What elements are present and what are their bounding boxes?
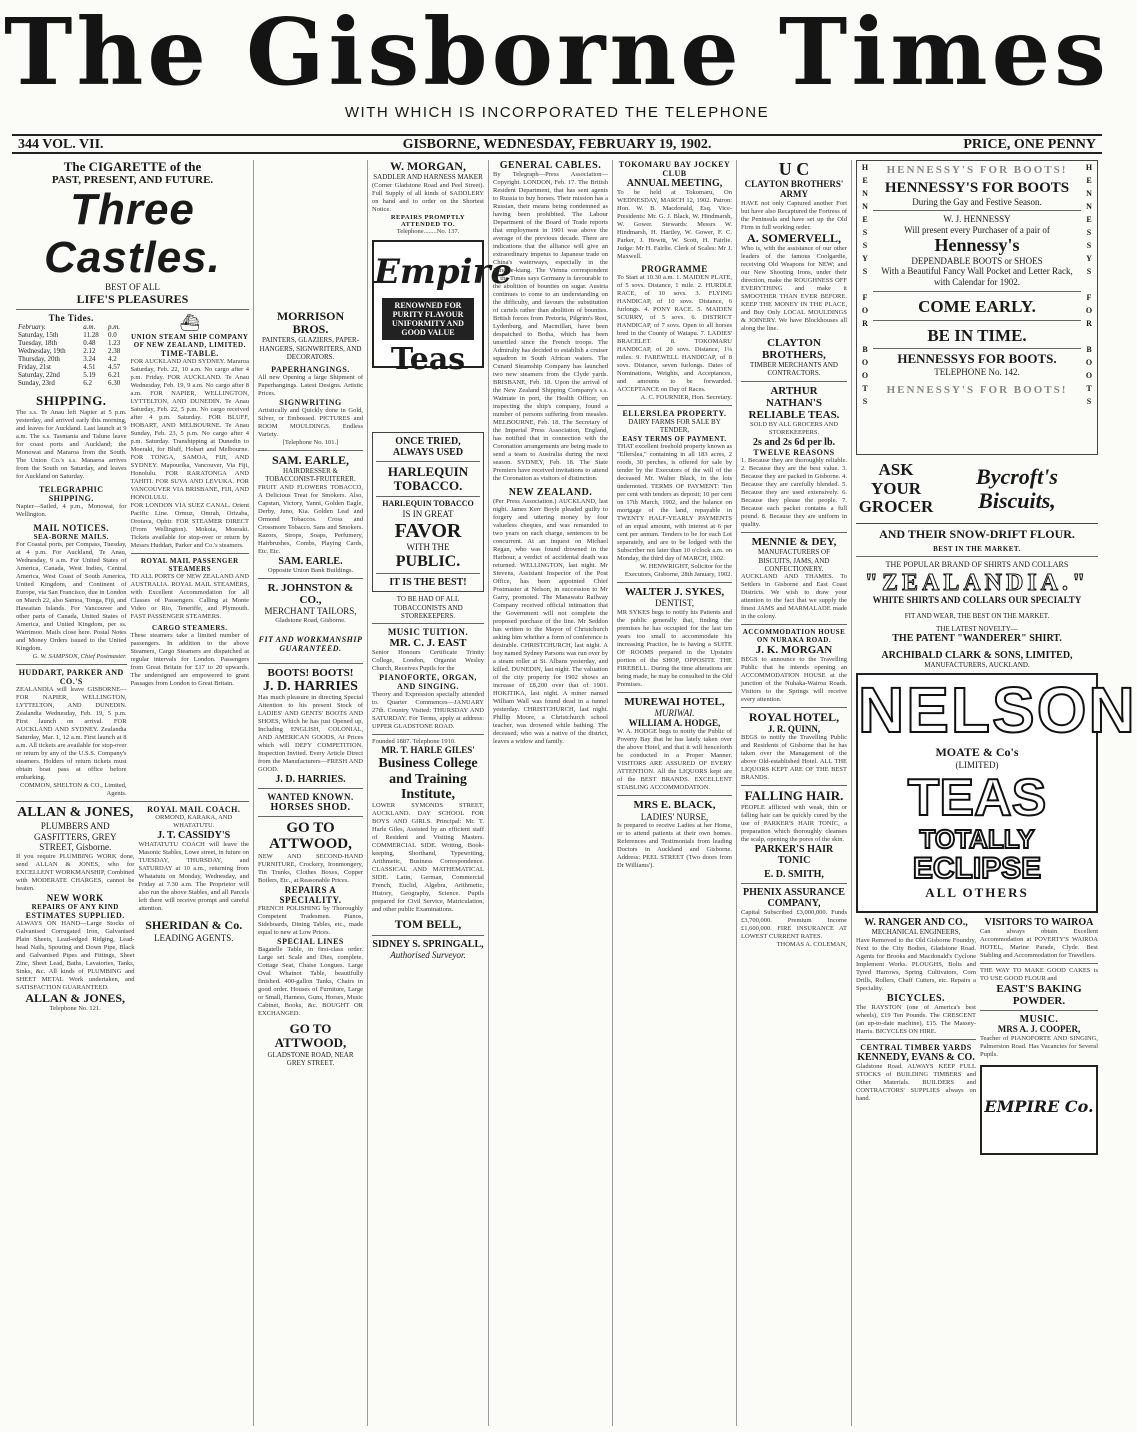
tides-cell: Saturday, 15th [18, 331, 59, 340]
hennessy-tel: TELEPHONE No. 142. [934, 366, 1020, 377]
music-tuition: MUSIC TUITION. [387, 627, 469, 638]
coleman: THOMAS A. COLEMAN, [776, 940, 847, 948]
johnston-sub: MERCHANT TAILORS, [264, 605, 357, 616]
cassidy-heading: J. T. CASSIDY'S [157, 830, 231, 842]
fit-and-wear: FIT AND WEAR, THE BEST ON THE MARKET. [904, 612, 1050, 621]
wall-pocket: With a Beautiful Fancy Wall Pocket and Letter Rack, with Calendar for 1902. [881, 266, 1073, 288]
mechanical-engineers: MECHANICAL ENGINEERS, [871, 928, 961, 937]
shipping-text: The s.s. Te Anau left Napier at 5 p.m. yesterday, and arrived early this morning, and leaves for Auckland. Last launch at 9 a.m. The s.s. Tasmania and Talune leave for coast ports and Auckland; the Monowai and Mararoa from the South. The Union Co.'s s.s. Manaroa arrives from the South on Saturday, and leaves for Auckland on Saturday. [16, 409, 127, 481]
repairs-speciality: REPAIRS A SPECIALITY. [279, 884, 342, 905]
ladies-nurse: LADIES' NURSE, [640, 811, 709, 822]
bicycles: BICYCLES. [886, 992, 946, 1004]
phenix-heading: PHENIX ASSURANCE COMPANY, [743, 886, 845, 909]
visitors-wairoa: VISITORS TO WAIROA [984, 917, 1094, 929]
popular-brand: THE POPULAR BRAND OF SHIRTS AND COLLARS [885, 560, 1069, 570]
tides-cell: Thursday, 20th [18, 355, 60, 364]
murewai-heading: MUREWAI HOTEL, [624, 695, 725, 708]
easts-baking: EAST'S BAKING POWDER. [996, 983, 1082, 1008]
dentist: DENTIST, [654, 597, 695, 608]
tides-cell: 4.57 [107, 363, 121, 372]
snow-drift-flour: AND THEIR SNOW-DRIFT FLOUR. [879, 527, 1075, 542]
earle-sub: HAIRDRESSER & TOBACCONIST-FRUITERER. [265, 466, 356, 484]
cigarette-subheading: PAST, PRESENT, AND FUTURE. [51, 174, 214, 187]
huddart-heading: HUDDART, PARKER AND CO.'S [18, 668, 124, 687]
royal-mail-heading: ROYAL MAIL PASSENGER STEAMERS [140, 557, 239, 574]
tides-cell: 0.0 [107, 331, 117, 340]
to-be-had: TO BE HAD OF ALL TOBACCONISTS AND STOREKEEPERS. [393, 595, 463, 620]
hennessy-heading: HENNESSY'S FOR BOOTS [884, 180, 1070, 196]
morrison-heading: MORRISON BROS. [276, 309, 345, 337]
tides-row [16, 339, 127, 347]
cargo-heading: CARGO STEAMERS. [151, 624, 228, 633]
be-in-time: BE IN TIME. [927, 325, 1027, 345]
hennessy-side-right: H E N N E S S Y S F O R B O O T S [1085, 163, 1093, 406]
clayton-heading: CLAYTON BROTHERS' ARMY [744, 178, 844, 199]
hennessy-banner: HENNESSY'S FOR BOOTS! [886, 164, 1068, 176]
issue-date: GISBORNE, WEDNESDAY, FEBRUARY 19, 1902. [402, 137, 712, 152]
tides-cell: 3.24 [83, 355, 96, 364]
ellerslea-heading: ELLERSLEA PROPERTY. [622, 409, 727, 418]
manufacturers-auckland: MANUFACTURERS, AUCKLAND. [924, 660, 1030, 669]
signwriting: SIGNWRITING [279, 397, 342, 407]
leading-agents: LEADING AGENTS. [153, 932, 234, 943]
royal-hotel: ROYAL HOTEL, [748, 710, 840, 725]
nelson-teas-ad [856, 673, 1137, 913]
uc-heading: U C [778, 159, 810, 179]
three-castles-brand: Three Castles. [44, 185, 221, 283]
tides-row [16, 379, 127, 387]
mennie-sub: MANUFACTURERS OF BISCUITS, JAMS, AND CONFECTIONERY. [757, 548, 831, 573]
hennessy-banner-2: HENNESSY'S FOR BOOTS! [886, 383, 1068, 396]
nz-heading: NEW ZEALAND. [508, 487, 593, 498]
morrison-sub: PAINTERS, GLAZIERS, PAPER-HANGERS, SIGNWRITERS, AND DECORATORS. [259, 336, 362, 362]
tides-table [16, 323, 127, 387]
seaborne-heading: SEA-BORNE MAILS. [33, 533, 109, 542]
tides-row [16, 371, 127, 379]
estimates-supplied: ESTIMATES SUPPLIED. [25, 911, 125, 921]
tides-row [16, 347, 127, 355]
dependable: DEPENDABLE BOOTS or SHOES [911, 255, 1043, 266]
tides-cell: Sunday, 23rd [18, 379, 55, 388]
will-present: Will present every Purchaser of a pair of [904, 225, 1050, 236]
twelve-reasons: TWELVE REASONS [753, 448, 835, 458]
paperhangings: PAPERHANGINGS. [271, 364, 350, 374]
easy-terms: EASY TERMS OF PAYMENT. [622, 434, 727, 443]
column-1: The CIGARETTE of the PAST, PRESENT, AND FUTURE. Three Castles. BEST OF ALL LIFE'S PLEASURES The Tides. February. a.m. p.m. Saturday, 15th 11.28 0.0 Tuesday, 18th 0.48 1.23 Wednesday, 19th 2.12 2.38 Thursday, 20th 3.24 4.2 Friday, 21st 4.51 4.57 Saturday, 22nd 5.19 6.21 Sunday, 23rd 6.2 6.30 SHIPPING. The s.s. Te Anau left Napier at 5 p.m. yesterday, and arrived early this morning, and leaves for Auckland. Last launch at 9 a.m. The s.s. Tasmania and Talune leave for coast ports and Auckland; the Monowai and Mararoa from the South. The Union Co.'s s.s. Manaroa arrives from the South on Saturday, and leaves for Auckland on Saturday. TELEGRAPHIC SHIPPING. Napier—Sailed, 4 p.m., Monowai, for Wellington. MAIL NOTICES. SEA-BORNE MAILS. For Coastal ports, per Compass, Tuesday, at 4 p.m. For Auckland, Te Anau, Wednesday, 9 a.m. For United States of America, Canada, West Indies, Central America, West Coast of South America, United Kingdom, and Continent of Europe, via San Francisco, due in London on March 22, also Samoa, Tonga, Fiji, and Hawaiian Islands. For Vancouver and other parts of Canada, United States of America, and United Kingdom, per ss. Warrimoo. Mails close here. Postal Notes and Money Orders issued to the United Kingdom. G. W. SAMPSON, Chief Postmaster. HUDDART, PARKER AND CO.'S ZEALANDIA will leave GISBORNE—FOR NAPIER, WELLINGTON, LYTTELTON, AND DUNEDIN. Zealandia Wednesday, Feb. 19, 5 p.m. First launch on arrival. FOR AUCKLAND AND SYDNEY. Zealandia Saturday, Mar. 1, 12 a.m. First launch at 8 a.m. All tickets are available for stop-over or return by any of the U.S.S. Company's steamers. Holders of return tickets must obtain boat pass at office before embarking. COMMON, SHELTON & CO., Limited, Agents. ⛴ UNION STEAM SHIP COMPANY OF NEW ZEALAND, LIMITED. TIME-TABLE. FOR AUCKLAND AND SYDNEY. Mararoa Saturday, Feb. 22, 10 a.m. No cargo after 4 p.m. Friday. FOR AUCKLAND. Te Anau Wednesday, Feb. 19, 9 a.m. No cargo after 8 a.m. FOR NAPIER, WELLINGTON, LYTTELTON, AND DUNEDIN. Te Anau Saturday, Feb. 22, 5 p.m. No cargo received after 4 p.m. Saturday. FOR BLUFF, HOBART, AND MELBOURNE. Te Anau Sunday, Feb. 23, 5 p.m. No cargo after 4 p.m. Saturday. Transhipping at Dunedin to Moeraki, for Bluff, Hobart and Melbourne. FOR TONGA, SAMOA, FIJI, AND SYDNEY. Mapourika, Vancouver, Via Fiji, Honolulu. FOR RARATONGA AND TAHITI. FOR SUVA AND LEVUKA. FOR VANCOUVER VIA BRISBANE, FIJI, AND HONOLULU. FOR LONDON VIA SUEZ CANAL. Orient Pacific Line. Ormuz, Omrah, Orizaba, Orotava, Ophir. FOR STEAMER DIRECT (From Wellington). Mokoia, Moeraki. Tickets available for stop-over or return by Messrs Huddart, Parker and Co.'s steamers. ROYAL MAIL PASSENGER STEAMERS TO ALL PORTS OF NEW ZEALAND AND AUSTRALIA. ROYAL MAIL STEAMERS, with Excellent Accommodation for all Classes of Passengers. Calling at Monte Video or Rio, Teneriffe, and Plymouth. FAST PASSENGER STEAMERS. CARGO STEAMERS. These steamers take a limited number of passengers. In addition to the above Steamers, Cargo Steamers are dispatched at regular intervals for London. Passengers from Great Britain for £17 to 20 upwards. The undersigned are empowered to grant Passages from London to Great Britain. ALLAN & JONES, PLUMBERS AND GASFITTERS, GREY STREET, Gisborne. If you require PLUMBING WORK done, send ALLAN & JONES, who for EXCELLENT WORKMANSHIP, Combined with MODERATE CHARGES, cannot be beaten. NEW WORK REPAIRS OF ANY KIND ESTIMATES SUPPLIED. ALWAYS ON HAND—Large Stocks of Galvanised Corrugated Iron, Galvanised Plain Sheets, Lead-edged Ridging, Lead-head Nails, Spouting and Down Pipe, Black and Galvanised Pipes and Fittings, Sheet Zinc, Sheet Lead, Baths, Lavatories, Tanks, Sinks, &c. All kinds of PLUMBING and SHEET METAL Work undertaken, and SATISFACTION GUARANTEED. ALLAN & JONES, Telephone No. 121. ROYAL MAIL COACH. ORMOND, KARAKA, AND WHATATUTU. J. T. CASSIDY'S WHATATUTU COACH will leave the Masonic Stables, Lowe street, in future on TUESDAY, THURSDAY, and SATURDAY at 10 a.m., returning from Whatatutu on Monday, Wednesday, and Friday at 7.30 a.m. The Proprietor will also run the above Stables, and all Parcels left there will receive prompt and careful attention. SHERIDAN & Co. LEADING AGENTS. [12, 160, 254, 1426]
tides-cell: 2.12 [83, 347, 96, 356]
timetable-heading: TIME-TABLE. [160, 349, 219, 359]
tides-title: The Tides. [48, 313, 94, 324]
dairy-farms: DAIRY FARMS FOR SALE BY TENDER, [628, 418, 721, 435]
it-is-the-best: IT IS THE BEST! [389, 577, 467, 589]
fit-workmanship: FIT AND WORKMANSHIP GUARANTEED. [258, 634, 363, 653]
ed-smith: E. D. SMITH, [764, 868, 824, 880]
ranger-heading: W. RANGER AND CO., [864, 917, 968, 929]
tides-header-cell: a.m. [83, 323, 96, 332]
empire-word: Empire [374, 251, 513, 292]
tides-cell: 4.2 [107, 355, 117, 364]
harlequin-ad [372, 432, 484, 593]
latest-novelty: THE LATEST NOVELTY— [936, 624, 1018, 633]
hennessy-side-left: H E N N E S S Y S F O R B O O T S [861, 163, 869, 406]
cigarette-heading: The CIGARETTE of the [63, 159, 202, 174]
eclipse-word: ECLIPSE [912, 852, 1042, 886]
best-in-market: BEST IN THE MARKET. [933, 545, 1021, 554]
business-college: Business College and Training Institute, [378, 756, 478, 803]
morgan-heading: W. MORGAN, [390, 159, 466, 173]
column-2: MORRISON BROS. PAINTERS, GLAZIERS, PAPER-HANGERS, SIGNWRITERS, AND DECORATORS. PAPERHANGINGS. All new Opening a large Shipment of Paperhangings. Latest Designs. Artistic Prices. SIGNWRITING Artistically and Quickly done in Gold, Silver, or Embossed. PICTURES and ROOM MOULDINGS. Endless Variety. [Telephone No. 101.] SAM. EARLE, HAIRDRESSER & TOBACCONIST-FRUITERER. FRUIT AND FLOWERS TOBACCO, A Delicious Treat for Smokers. Also, Capstan, Victory, Yanni, Golden Eagle, Derby, Juno, Kia. Golden Leaf and Ormond Tobaccos. Cross and Crossmore Tobacco. Sans and Smokers. Razors, Strops, Soaps, Perfumery, Hairbrushes, Combs, Playing Cards, Etc. Etc. SAM. EARLE. Opposite Union Bank Buildings. R. JOHNSTON & CO., MERCHANT TAILORS, Gladstone Road, Gisborne. FIT AND WORKMANSHIP GUARANTEED. BOOTS! BOOTS! J. D. HARRIES Has much pleasure in directing Special Attention to his present Stock of LADIES' AND GENTS' BOOTS AND SHOES, Which he has just Opened up, Including ENGLISH, COLONIAL, AND AMERICAN GOODS, At Prices which will DEFY COMPETITION. Inspection Invited. Every Article Direct from the Manufacturers—FRESH AND GOOD. J. D. HARRIES. WANTED KNOWN. HORSES SHOD. GO TO ATTWOOD, NEW AND SECOND-HAND FURNITURE, Crockery, Ironmongery, Tin Trunks, Clothes Boxes, Copper Boilers, Etc., at Reasonable Prices. REPAIRS A SPECIALITY. FRENCH POLISHING by Thoroughly Competent Tradesmen. Pianos, Sideboards, Dining Tables, etc., made equal to new at Low Prices. SPECIAL LINES Bagatelle Table, in first-class order. Large set Scale and Dies, complete. Cottage Seat, Chaise Longues. Large Oval Whatnot Table, beautifully finished. 400-gallon Tanks, Chairs in good order. Houses of Furniture, Large or Small, Harness, Guns, Horses, Music Cabinet, Books, &c. BOUGHT OR EXCHANGED. GO TO ATTWOOD, GLADSTONE ROAD, NEAR GREY STREET. [254, 160, 368, 1426]
tides-cell: 5.19 [83, 371, 96, 380]
nelson-word: NELSON [858, 674, 1137, 747]
hennessy-ad [856, 160, 1098, 455]
tides-cell: Tuesday, 18th [18, 339, 57, 348]
tides-cell: Wednesday, 19th [18, 347, 66, 356]
hennessys-for-boots: HENNESSYS FOR BOOTS. [897, 351, 1057, 367]
column-7: H E N N E S S Y S F O R B O O T S H E N N E S S Y S F O R B O O T S HENNESSY'S FOR BOOTS! HENNESSY'S FOR BOOTS During the Gay and Festive Season. W. J. HENNESSY Will present every Purchaser of a pair of Hennessy's DEPENDABLE BOOTS or SHOES With a Beautiful Fancy Wall Pocket and Letter Rack, with Calendar for 1902. COME EARLY. BE IN TIME. HENNESSYS FOR BOOTS. TELEPHONE No. 142. HENNESSY'S FOR BOOTS! ASK YOUR GROCER Bycroft's Biscuits, AND THEIR SNOW-DRIFT FLOUR. BEST IN THE MARKET. THE POPULAR BRAND OF SHIRTS AND COLLARS "ZEALANDIA." WHITE SHIRTS AND COLLARS OUR SPECIALTY FIT AND WEAR, THE BEST ON THE MARKET. THE LATEST NOVELTY— THE PATENT "WANDERER" SHIRT. ARCHIBALD CLARK & SONS, LIMITED, MANUFACTURERS, AUCKLAND. NELSON MOATE & Co's (LIMITED) TEAS TOTALLY ECLIPSE ALL OTHERS W. RANGER AND CO., MECHANICAL ENGINEERS, Have Removed to the Old Gisborne Foundry, Next to the City Bodies, Gladstone Road. Agents for Brooks and Macdonald's Cyclone Implement Works. PLOUGHS, Bolts and Tyred Harrows, Spring Cultivators, Corn Drills, Rollers, Chaff Cutters, etc. Repairs a Speciality. BICYCLES. The RAYSTON (one of America's best wheels), £19 Ten Pounds. The CRESCENT (an up-to-date machine), £15. The Massey-Harris. BICYCLES ON HIRE. CENTRAL TIMBER YARDS KENNEDY, EVANS & CO. Gladstone Road. ALWAYS KEEP FULL STOCKS of BUILDING TIMBERS and Other Materials. BUILDERS and CONTRACTORS' SUPPLIES always on hand. VISITORS TO WAIROA Can always obtain Excellent Accommodation at POVERTY'S WAIROA HOTEL, Marine Parade, Clyde. Best Stabling and Accommodation for Travellers. THE WAY TO MAKE GOOD CAKES is TO USE GOOD FLOUR and EAST'S BAKING POWDER. MUSIC. MRS A. J. COOPER, Teacher of PIANOFORTE AND SINGING, Palmerston Road. Has Vacancies for Several Pupils. EMPIRE Co. [852, 160, 1102, 1426]
music-heading: MUSIC. [1019, 1014, 1059, 1026]
archibald-clark: ARCHIBALD CLARK & SONS, LIMITED, [881, 649, 1073, 661]
moate-co: MOATE & Co's [935, 745, 1019, 760]
allan-jones-footer: ALLAN & JONES, [25, 991, 126, 1006]
clayton-brothers: CLAYTON BROTHERS, [762, 336, 826, 361]
hennessys: Hennessy's [934, 234, 1020, 255]
east-heading: MR. C. J. EAST [389, 637, 467, 650]
morrison-tel: [Telephone No. 101.] [282, 438, 339, 446]
newspaper-title: The Gisborne Times [4, 0, 1110, 106]
nathans-teas: ARTHUR NATHAN'S RELIABLE TEAS. [748, 384, 840, 421]
tides-header-cell: February. [18, 323, 46, 332]
springall-heading: SIDNEY S. SPRINGALL, [372, 938, 484, 950]
brand-tagline: BEST OF ALL [105, 282, 160, 293]
programme: PROGRAMME [641, 264, 708, 274]
repairs-any-kind: REPAIRS OF ANY KIND [31, 903, 119, 912]
mennie-heading: MENNIE & DEY, [751, 536, 837, 549]
morgan-repairs: REPAIRS PROMPTLY ATTENDED TO. [390, 213, 466, 228]
empire-co-word: EMPIRE Co. [984, 1097, 1094, 1117]
tides-cell: 2.38 [107, 347, 121, 356]
johnston-heading: R. JOHNSTON & CO., [267, 581, 354, 606]
timber-yards: CENTRAL TIMBER YARDS [860, 1042, 972, 1052]
tides-cell: 4.51 [83, 363, 96, 372]
shipping-heading: SHIPPING. [35, 393, 107, 409]
steamship-icon: ⛴ [179, 315, 200, 333]
attwood-address: GLADSTONE ROAD, NEAR GREY STREET. [267, 1050, 354, 1067]
totally-word: TOTALLY [919, 824, 1035, 855]
cooper-heading: MRS A. J. COOPER, [997, 1024, 1081, 1035]
empire-band: RENOWNED FOR PURITY FLAVOUR UNIFORMITY AND GOOD VALUE [382, 298, 474, 340]
teas-word: Teas [390, 341, 466, 377]
attwood-heading: GO TO ATTWOOD, [269, 819, 352, 853]
general-cables: GENERAL CABLES. [499, 160, 602, 171]
come-early: COME EARLY. [918, 297, 1036, 317]
ask-your-grocer: ASK YOUR GROCER [858, 460, 934, 517]
piano-organ: PIANOFORTE, ORGAN, AND SINGING. [379, 673, 477, 692]
favor: FAVOR [394, 519, 462, 542]
tides-cell: 11.28 [83, 331, 99, 340]
mail-notices-heading: MAIL NOTICES. [33, 523, 110, 534]
allan-jones-heading: ALLAN & JONES, [17, 805, 134, 821]
jockey-club: TOKOMARU BAY JOCKEY CLUB [618, 160, 731, 178]
boots-heading: BOOTS! BOOTS! [267, 666, 354, 679]
harlequin-heading: HARLEQUIN TOBACCO. [387, 463, 469, 493]
tides-cell: 6.30 [107, 379, 121, 388]
accommodation-house: ACCOMMODATION HOUSE ON NURAKA ROAD. [742, 628, 846, 645]
horses-shod: HORSES SHOD. [270, 801, 351, 813]
nelson-teas-word: TEAS [907, 769, 1047, 828]
wanderer-shirt: THE PATENT "WANDERER" SHIRT. [892, 632, 1062, 644]
somervell-heading: A. SOMERVELL, [747, 230, 841, 245]
tides-row [16, 331, 127, 339]
once-tried: ONCE TRIED, ALWAYS USED [392, 435, 464, 458]
union-heading: UNION STEAM SHIP COMPANY OF NEW ZEALAND, LIMITED. [131, 333, 249, 350]
tides-row [16, 363, 127, 371]
falling-hair: FALLING HAIR. [744, 788, 844, 804]
annual-meeting: ANNUAL MEETING, [626, 178, 723, 189]
special-lines: SPECIAL LINES [277, 936, 344, 946]
tom-bell: TOM BELL, [394, 917, 462, 932]
attwood-footer: GO TO ATTWOOD, [274, 1020, 347, 1051]
public: PUBLIC. [395, 552, 461, 570]
empire-teas-ad [372, 240, 513, 377]
column-4: GENERAL CABLES. By Telegraph—Press Association—Copyright. LONDON, Feb. 17. The British Resident Department, that has sent agents to Russia to buy horses. Their mission has a Russian, their means being condemned as having been prohibited. The Labour Department of the Board of Trade reports that employment in 1901 was above the average of the previous decade. There are indications that the alliance will give an extraordinary impetus to Japanese trade on China's waterways, especially in the Yangtse-kiang. The Vienna correspondent of the Times says Germany is favourable to the abolition of bounties on sugar. Austria continues to come to an understanding on the difficulty, and favours the substitution of cartels rather than abolition of bounties. British forces from Pretoria, Pilgrim's Rest, Lydenburg, and Macmillan, have been despatched to Botha, which has been unsettled since the French troops. The Admiralty has decided to establish a cruiser squadron in South African waters. The Cunard Steamship Company has launched two new steamers from the Clyde yards. BRISBANE, Feb. 18. Upon the arrival of the New Zealand Shipping Company's s.s. Waimate in port, the Health Officer, on inspecting the ship's company, found a number of persons suffering from measles. MELBOURNE, Feb. 18. The Secretary of the Imperial Press Association, England, has notified that in connection with the Coronation arrangements are being made to send a team to Australia during the next season. SYDNEY, Feb. 18. The State Premiers have received invitations to attend the Coronation as visitors of distinction. NEW ZEALAND. (Per Press Association.) AUCKLAND, last night. James Kerr Boyle pleaded guilty to forgery and uttering money by four valueless cheques, and was remanded to two years on each charge, sentences to be concurrent. At an inquest on Michael Regan, who was found drowned in the Harbour, a verdict of accidental death was returned. WELLINGTON, last night. Mr Stevens, Assistant Inspector of the Post Office, has been appointed Chief Postmaster at Nelson, in succession to Mr Garry, promoted. The Manawatu Railway Company received official intimation that the Government will not complete the proposed purchase of the line. Mr Seddon has written to the Mayor of Christchurch asking him whether a form of conference is desirable. CHRISTCHURCH, last night. A boy named Sydney Parsons was run over by a steam roller at St. Albans yesterday, and killed. DUNEDIN, last night. The valuation of the city property for 1902 shows an increase of £8,200 over that of 1901. HOKITIKA, last night. A miner named William Wall was found dead in a tunnel yesterday. CHRISTCHURCH, last night. Phillip Moore, a Christchurch school teacher, was drowned while bathing. The deceased, who was a native of the district, leaves a widow and family. [489, 160, 613, 1426]
morgan-sub: SADDLER AND HARNESS MAKER [373, 173, 483, 182]
brand-tagline-2: LIFE'S PLEASURES [76, 292, 189, 307]
dateline [12, 134, 1102, 154]
wanted-known: WANTED KNOWN. [267, 791, 354, 802]
tides-header-cell: p.m. [107, 323, 121, 332]
allan-jones-sub: PLUMBERS AND GASFITTERS, GREY STREET, Gisborne. [33, 820, 117, 853]
tides-cell: 6.21 [107, 371, 121, 380]
all-others: ALL OTHERS [925, 885, 1029, 901]
nelson-limited: (LIMITED) [955, 760, 999, 771]
quinn-heading: J. R. QUINN, [767, 723, 821, 734]
cables-text: By Telegraph—Press Association—Copyright. LONDON, Feb. 17. The British Resident Department, that has sent agents to Russia to buy horses. Their mission has a Russian, their means being condemned as having been prohibited. The Labour Department of the Board of Trade reports that employment in 1901 was above the average of the previous decade. There are indications that the alliance will give an extraordinary impetus to Japanese trade on China's waterways, especially in the Yangtse-kiang. The Vienna correspondent of the Times says Germany is favourable to the abolition of bounties on sugar. Austria continues to come to an understanding on the difficulty, and favours the substitution of cartels rather than abolition of bounties. British forces from Pretoria, Pilgrim's Rest, Lydenburg, and Macmillan, have been despatched to Botha, which has been unsettled since the French troops. The Admiralty has decided to establish a cruiser squadron in South African waters. The Cunard Steamship Company has launched two new steamers from the Clyde yards. BRISBANE, Feb. 18. Upon the arrival of the New Zealand Shipping Company's s.s. Waimate in port, the Health Officer, on inspecting the ship's company, found a number of persons suffering from measles. MELBOURNE, Feb. 18. The Secretary of the Imperial Press Association, England, has notified that in connection with the Coronation arrangements are being made to send a team to Australia during the next season. SYDNEY, Feb. 18. The State Premiers have received invitations to attend the Coronation as visitors of distinction. [493, 171, 608, 482]
gay-season: During the Gay and Festive Season. [912, 196, 1042, 207]
hodge-heading: WILLIAM A. HODGE, [628, 717, 721, 728]
volume-number: 344 VOL. VII. [18, 137, 104, 152]
zealandia: "ZEALANDIA." [864, 569, 1090, 596]
tides-cell: 0.48 [83, 339, 96, 348]
masthead [0, 0, 1114, 132]
tides-row [16, 355, 127, 363]
springall-sub: Authorised Surveyor. [390, 949, 466, 960]
kennedy-evans: KENNEDY, EVANS & CO. [857, 1051, 975, 1063]
hair-tonic: PARKER'S HAIR TONIC [754, 843, 834, 866]
harries-heading: J. D. HARRIES [263, 678, 358, 694]
tides-cell: 6.2 [83, 379, 93, 388]
sykes-heading: WALTER J. SYKES, [624, 585, 725, 598]
column-6: U C CLAYTON BROTHERS' ARMY HAVE not only Captured another Fort but have also Recaptured the Fortress of the Peninsula and have set up the Old Firm in full working order. A. SOMERVELL, Who is, with the assistance of our other leaders of the famous Coolgardie, receiving Old Weapons for NEW; and our New Shooting Irons, under their direction, make the ROUGHNESS OFF EVERYTHING and make it SMOOTHER THAN EVER BEFORE. KEEP THE MONEY IN THE PLACE, and Buy Only LOCAL MOULDINGS & JOINERY. We have Blockhouses all along the line. CLAYTON BROTHERS, TIMBER MERCHANTS AND CONTRACTORS. ARTHUR NATHAN'S RELIABLE TEAS. SOLD BY ALL GROCERS AND STOREKEEPERS. 2s and 2s 6d per lb. TWELVE REASONS 1. Because they are thoroughly reliable. 2. Because they are the best value. 3. Because they are packed in Gisborne. 4. Because they are carefully blended. 5. Because they are used extensively. 6. Because they please the people. 7. Because each packet contains a full pound. 8. Because they are uniform in quality. MENNIE & DEY, MANUFACTURERS OF BISCUITS, JAMS, AND CONFECTIONERY. AUCKLAND AND THAMES. To Settlers in Gisborne and East Coast Districts. We wish to draw your attention to the fact that we supply the finest JAMS and MARMALADE made in the colony. ACCOMMODATION HOUSE ON NURAKA ROAD. J. K. MORGAN BEGS to announce to the Travelling Public that he intends opening an ACCOMMODATION HOUSE at the junction of the Nuhaka-Wairoa Roads. Visitors to the Springs will receive every attention. ROYAL HOTEL, J. R. QUINN, BEGS to notify the Travelling Public and Residents of Gisborne that he has taken over the Management of the above Old-established Hotel. ALL THE LIQUORS KEPT ARE OF THE BEST BRANDS. FALLING HAIR. PEOPLE afflicted with weak, thin or falling hair can be quickly cured by the use of PARKER'S HAIR TONIC, a preparation which thoroughly cleanses the scalp, opening the pores of the skin. PARKER'S HAIR TONIC E. D. SMITH, PHENIX ASSURANCE COMPANY, Capital Subscribed £3,000,000. Funds £3,700,000. Premium Income £1,600,000. FIRE INSURANCE AT LOWEST CURRENT RATES. THOMAS A. COLEMAN, [737, 160, 852, 1426]
tea-price: 2s and 2s 6d per lb. [752, 437, 836, 449]
jk-morgan: J. K. MORGAN [755, 644, 833, 657]
tides-cell: 1.23 [107, 339, 121, 348]
black-heading: MRS E. BLACK, [633, 799, 716, 812]
giles-heading: MR. T. HARLE GILES' [381, 745, 475, 756]
sheridan-heading: SHERIDAN & Co. [145, 918, 243, 933]
wj-hennessy: W. J. HENNESSY [943, 214, 1011, 225]
column-5: TOKOMARU BAY JOCKEY CLUB ANNUAL MEETING, To be held at Tokomaru, On WEDNESDAY, MARCH 12, 1902. Patron: Hon. W. B. Macdonald, Esq. Vice-Presidents: Mr. G. J. Black, W. Hindmarsh, W. Gower. Stewards: Messrs W. Hindmarsh, H. Hartley, W. Gower, F. C. Parker, J. Hewitt, W. Scott, H. Fairlie. Judge: Mr H. Fairlie. Clerk of Scales: Mr J. Maxwell. PROGRAMME To Start at 10.30 a.m. 1. MAIDEN PLATE, of 5 sovs. Distance, 1 mile. 2. HURDLE RACE, of 10 sovs. 3. FLYING HANDICAP, of 10 sovs. Distance, 6 furlongs. 4. PONY RACE. 5. MAIDEN SCURRY, of 5 sovs. 6. DISTRICT HANDICAP, of 7 sovs. Open to all horses bred in the County of Waiapu. 7. LADIES' BRACELET. 8. TOKOMARU HANDICAP, of 20 sovs. Distance, 1¼ miles. 9. FAREWELL HANDICAP, of 8 sovs. Distance, seven furlongs. Dates of Nominations, Weights, and Acceptances, and amounts to be forwarded. ACCEPTANCE on Day of Races. A. C. FOURNIER, Hon. Secretary. ELLERSLEA PROPERTY. DAIRY FARMS FOR SALE BY TENDER, EASY TERMS OF PAYMENT. THAT excellent freehold property known as "Ellerslea," containing in all 183 acres, 2 roods, 30 perches, is offered for sale by tender by the Executors of the will of the deceased Mr. Walter Black, in the lots undernoted. TERMS OF PAYMENT: Ten per cent with tenders as deposit; 10 per cent on 17th March, 1902, and the balance on mortgage of the land, repayable in TWENTY HALF-YEARLY PAYMENTS of an equal amount, with interest at 6 per cent per annum. Tenders to be for each Lot separately, and are to be lodged with the Subscriber not later than 10 o'clock a.m. on Monday, the third day of MARCH, 1902. W. HENWRIGHT, Solicitor for the Executors, Gisborne, 28th January, 1902. WALTER J. SYKES, DENTIST, MR SYKES begs to notify his Patients and the public generally that, finding the premises he has occupied for the last ten years too small to accommodate his increasing Practice, he is having a SUITE OF ROOMS prepared in the Upstairs portion of the SHOP, OPPOSITE THE FIREBELL. During the time alterations are being made, he may be consulted in the Old Premises. MUREWAI HOTEL, MURIWAI. WILLIAM A. HODGE, W. A. HODGE begs to notify the Public of Poverty Bay that he has lately taken over the above Hotel, and that it will henceforth be conducted in a Proper Manner. VISITORS ARE ASSURED OF EVERY ATTENTION. All the LIQUORS kept are of the BEST BRANDS. EXCELLENT STABLING ACCOMMODATION. MRS E. BLACK, LADIES' NURSE, Is prepared to receive Ladies at her Home, or to attend patients at their own homes. References and Testimonials from leading Doctors in Auckland and Gisborne. Address: PEEL STREET (Two doors from Dr Williams'). [613, 160, 737, 1426]
morgan-telephone: Telephone........No. 137. [396, 227, 460, 235]
new-work: NEW WORK [46, 893, 104, 904]
tides-cell: Saturday, 22nd [18, 371, 60, 380]
harlequin-line: HARLEQUIN TOBACCO [382, 499, 474, 509]
earle-heading: SAM. EARLE, [271, 452, 349, 467]
tides-cell: Friday, 21st [18, 363, 51, 372]
is-in-great: IS IN GREAT [402, 508, 454, 519]
telegraphic-heading: TELEGRAPHIC SHIPPING. [38, 485, 104, 504]
column-3: W. MORGAN, SADDLER AND HARNESS MAKER (Corner Gladstone Road and Peel Street). Full Supply of all kinds of SADDLERY on hand and to order on the Shortest Notice. REPAIRS PROMPTLY ATTENDED TO. Telephone........No. 137. Empire RENOWNED FOR PURITY FLAVOUR UNIFORMITY AND GOOD VALUE Teas ONCE TRIED, ALWAYS USED HARLEQUIN TOBACCO. HARLEQUIN TOBACCO IS IN GREAT FAVOR WITH THE PUBLIC. IT IS THE BEST! TO BE HAD OF ALL TOBACCONISTS AND STOREKEEPERS. MUSIC TUITION. MR. C. J. EAST Senior Honours Certificate Trinity College, London, Organist Wesley Church, Receives Pupils for the PIANOFORTE, ORGAN, AND SINGING. Theory and Expression specially attended to. Quarter Commences—JANUARY 27th. Country Visited: THURSDAY AND SATURDAY. For Terms, apply at address: UPPER GLADSTONE ROAD. Founded 1887. Telephone 1910. MR. T. HARLE GILES' Business College and Training Institute, LOWER SYMONDS STREET, AUCKLAND. DAY SCHOOL FOR BOYS AND GIRLS. Principal: Mr. T. Harle Giles, Assisted by an efficient staff of Resident and Visiting Masters. COMMERCIAL SIDE. Writing, Book-keeping, Shorthand, Typewriting, Arithmetic, Business Correspondence. CLASSICAL AND MATHEMATICAL SIDE. Latin, German, Commercial French, Euclid, Algebra, Arithmetic, History, Geography, Science. Pupils prepared for Civil Service, Matriculation, and other public Examinations. TOM BELL, SIDNEY S. SPRINGALL, Authorised Surveyor. [368, 160, 489, 1426]
empire-co-ad [980, 1065, 1098, 1155]
newspaper-subtitle: WITH WHICH IS INCORPORATED THE TELEPHONE [344, 104, 770, 121]
mail-coach-heading: ROYAL MAIL COACH. [147, 805, 241, 815]
earle-footer: SAM. EARLE. [278, 555, 343, 567]
white-shirts: WHITE SHIRTS AND COLLARS OUR SPECIALTY [872, 595, 1082, 606]
with-the: WITH THE [406, 541, 450, 552]
price: PRICE, ONE PENNY [963, 137, 1096, 152]
bycroft-biscuits: Bycroft's Biscuits, [976, 463, 1058, 514]
